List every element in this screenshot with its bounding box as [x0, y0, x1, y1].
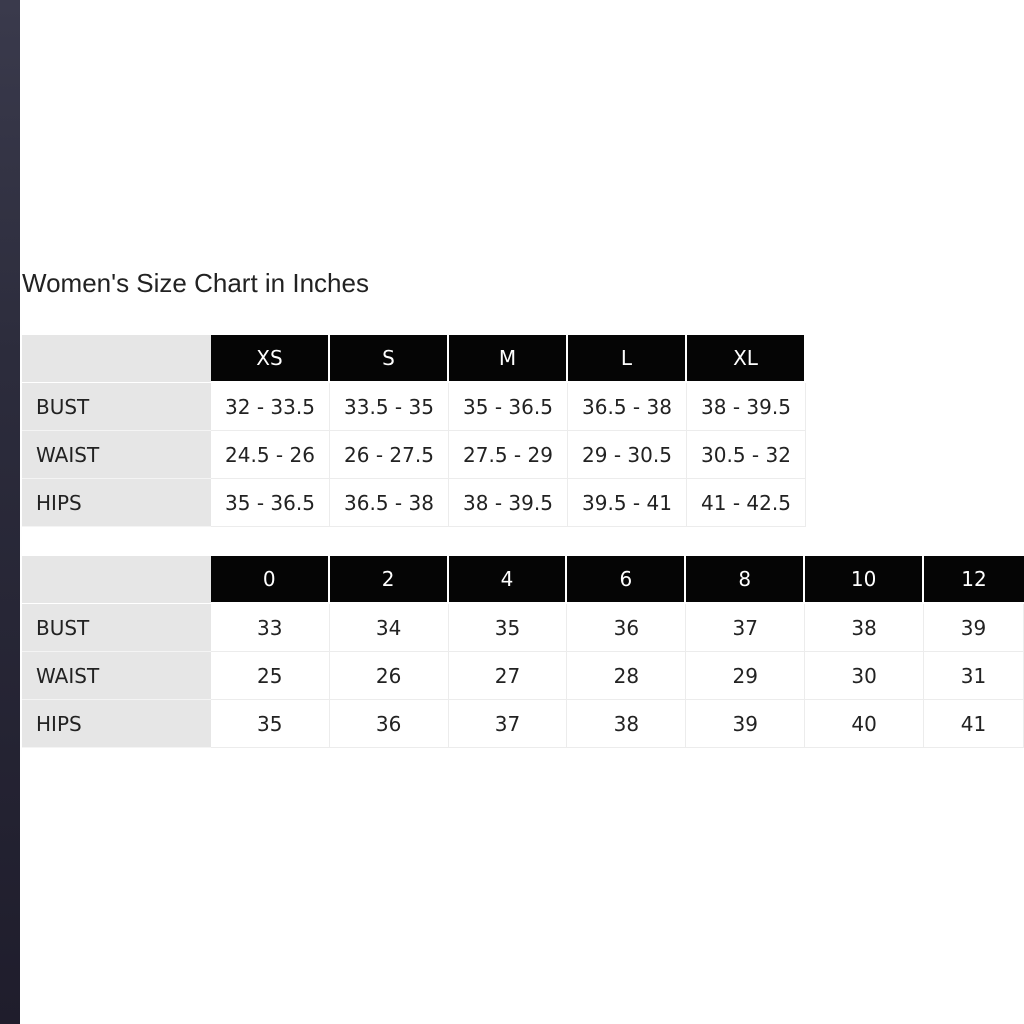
row-label: WAIST	[22, 431, 211, 479]
table-row	[22, 479, 806, 527]
table-cell: 35	[449, 604, 568, 652]
table-cell: 30	[805, 652, 924, 700]
size-header: 0	[211, 556, 330, 604]
size-header: 4	[449, 556, 568, 604]
table-cell: 33.5 - 35	[330, 383, 449, 431]
table-cell: 29	[686, 652, 805, 700]
table-cell: 38 - 39.5	[449, 479, 568, 527]
size-header: 12	[924, 556, 1024, 604]
table-cell: 26	[330, 652, 449, 700]
table-row	[22, 383, 806, 431]
table-cell: 35 - 36.5	[211, 479, 330, 527]
size-header: XS	[211, 335, 330, 383]
table-cell: 35 - 36.5	[449, 383, 568, 431]
size-header: 10	[805, 556, 924, 604]
table-cell: 37	[686, 604, 805, 652]
table-row	[22, 431, 806, 479]
table-cell: 31	[924, 652, 1024, 700]
table-cell: 38	[567, 700, 686, 748]
page-title: Women's Size Chart in Inches	[22, 268, 369, 298]
table-cell: 36	[330, 700, 449, 748]
table-cell: 39	[924, 604, 1024, 652]
table-cell: 40	[805, 700, 924, 748]
size-header: 6	[567, 556, 686, 604]
table-cell: 36.5 - 38	[330, 479, 449, 527]
table-row	[22, 604, 1024, 652]
row-label: WAIST	[22, 652, 211, 700]
size-header: 2	[330, 556, 449, 604]
size-header: M	[449, 335, 568, 383]
table-cell: 36	[567, 604, 686, 652]
table-cell: 25	[211, 652, 330, 700]
size-header-row	[22, 335, 806, 383]
table-row	[22, 700, 1024, 748]
row-label: BUST	[22, 383, 211, 431]
table-cell: 32 - 33.5	[211, 383, 330, 431]
table-cell: 38	[805, 604, 924, 652]
table-cell: 27	[449, 652, 568, 700]
corner-cell	[22, 335, 211, 383]
table-cell: 38 - 39.5	[687, 383, 806, 431]
table-cell: 41	[924, 700, 1024, 748]
row-label: BUST	[22, 604, 211, 652]
table-cell: 26 - 27.5	[330, 431, 449, 479]
table-cell: 24.5 - 26	[211, 431, 330, 479]
table-cell: 39.5 - 41	[568, 479, 687, 527]
table-cell: 29 - 30.5	[568, 431, 687, 479]
letter-size-table	[22, 335, 806, 527]
row-label: HIPS	[22, 700, 211, 748]
size-header: 8	[686, 556, 805, 604]
table-cell: 37	[449, 700, 568, 748]
size-header: L	[568, 335, 687, 383]
size-header-row	[22, 556, 1024, 604]
size-header: XL	[687, 335, 806, 383]
table-cell: 35	[211, 700, 330, 748]
table-cell: 41 - 42.5	[687, 479, 806, 527]
left-edge-strip	[0, 0, 20, 1024]
row-label: HIPS	[22, 479, 211, 527]
table-cell: 39	[686, 700, 805, 748]
table-cell: 27.5 - 29	[449, 431, 568, 479]
numeric-size-table	[22, 556, 1024, 748]
table-cell: 33	[211, 604, 330, 652]
size-header: S	[330, 335, 449, 383]
table-cell: 28	[567, 652, 686, 700]
table-cell: 34	[330, 604, 449, 652]
table-row	[22, 652, 1024, 700]
table-cell: 30.5 - 32	[687, 431, 806, 479]
corner-cell	[22, 556, 211, 604]
table-cell: 36.5 - 38	[568, 383, 687, 431]
